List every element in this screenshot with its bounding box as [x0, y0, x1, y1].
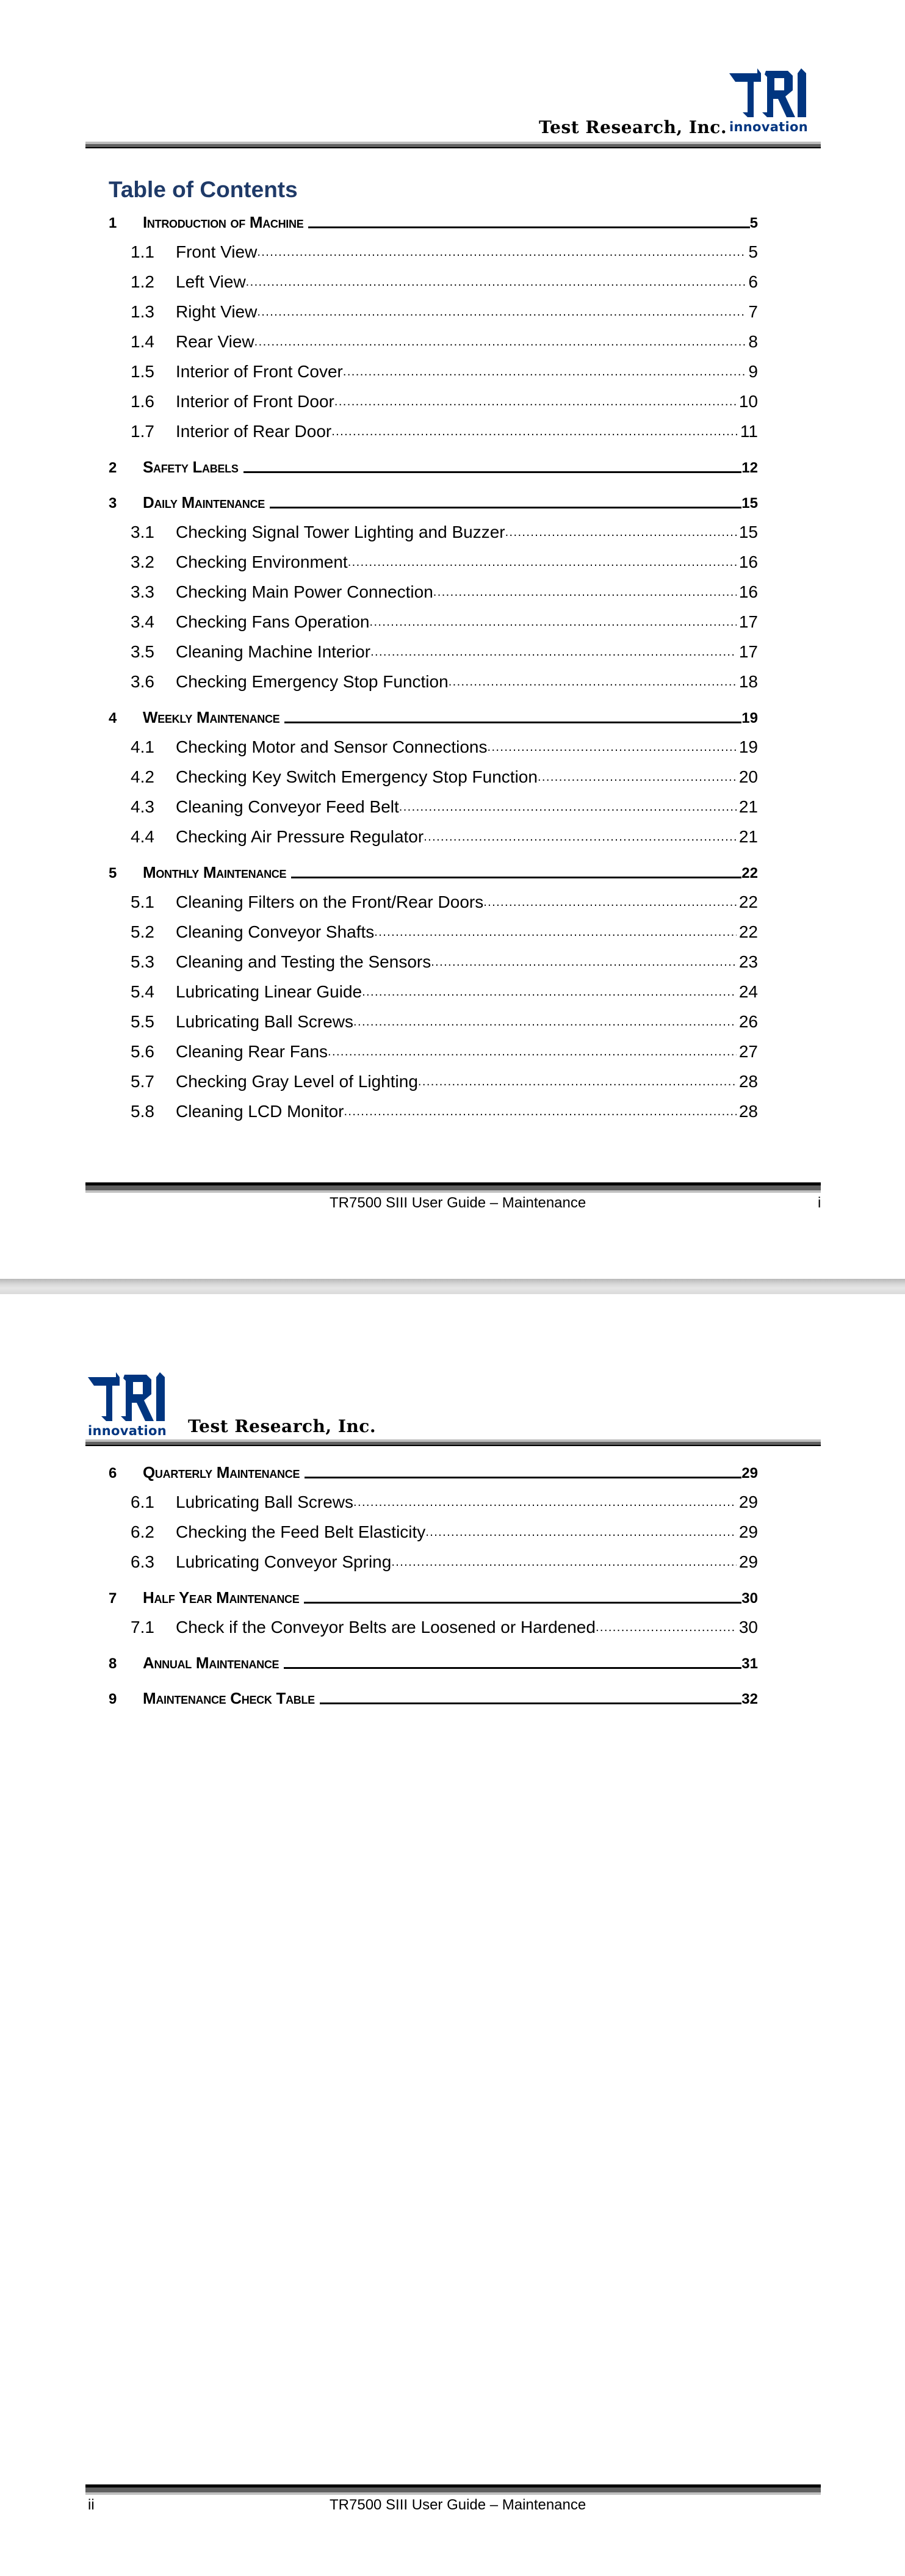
leader-line: [320, 1702, 741, 1704]
toc-chapter-entry[interactable]: [109, 704, 758, 727]
section-title: Check if the Conveyor Belts are Loosened or Hardened: [176, 1618, 596, 1637]
dot-leader: [433, 586, 737, 598]
toc-list: [109, 209, 758, 1121]
section-page: 17: [738, 642, 758, 661]
chapter-title: Half Year Maintenance: [143, 1588, 300, 1607]
section-title: Cleaning Filters on the Front/Rear Doors: [176, 892, 484, 911]
leader-line: [291, 877, 741, 878]
section-page: 7: [748, 302, 758, 321]
section-number: 4.1: [131, 737, 154, 756]
chapter-title: Monthly Maintenance: [143, 863, 287, 881]
dot-leader: [596, 1621, 737, 1634]
section-title: Lubricating Conveyor Spring: [176, 1552, 392, 1571]
section-title: Checking Motor and Sensor Connections: [176, 737, 488, 756]
section-number: 1.7: [131, 422, 154, 441]
section-number: 4.2: [131, 767, 154, 786]
toc-section-entry[interactable]: [109, 262, 758, 292]
section-page: 10: [738, 392, 758, 411]
chapter-number: 6: [109, 1465, 117, 1482]
section-page: 8: [748, 332, 758, 351]
section-title: Checking Environment: [176, 552, 348, 571]
document-page-1: [0, 0, 905, 1279]
section-number: 6.3: [131, 1552, 154, 1571]
section-title: Cleaning and Testing the Sensors: [176, 952, 431, 971]
dot-leader: [391, 1556, 737, 1568]
toc-chapter-entry[interactable]: [109, 209, 758, 232]
dot-leader: [505, 526, 737, 538]
section-title: Right View: [176, 302, 258, 321]
section-title: Interior of Rear Door: [176, 422, 332, 441]
toc-section-entry[interactable]: [109, 1607, 758, 1637]
section-page: 15: [738, 523, 758, 541]
dot-leader: [348, 556, 737, 568]
section-title: Interior of Front Cover: [176, 362, 343, 381]
toc-section-entry[interactable]: [109, 411, 758, 441]
section-page: 24: [738, 982, 758, 1001]
dot-leader: [344, 1105, 736, 1118]
toc-section-entry[interactable]: [109, 1512, 758, 1542]
section-number: 1.6: [131, 392, 154, 411]
toc-section-entry[interactable]: [109, 787, 758, 817]
section-page: 11: [740, 422, 758, 441]
tri-logo: [729, 68, 821, 134]
section-page: 26: [738, 1012, 758, 1031]
toc-section-entry[interactable]: [109, 632, 758, 662]
logo-tagline: innovation: [88, 1424, 167, 1438]
dot-leader: [488, 741, 737, 753]
footer-rule: [85, 2484, 821, 2495]
toc-chapter-entry[interactable]: [109, 1459, 758, 1482]
tri-logo-mark-icon: [88, 1372, 179, 1424]
section-title: Cleaning Conveyor Feed Belt: [176, 797, 399, 816]
toc-title: Table of Contents: [109, 177, 298, 202]
section-number: 7.1: [131, 1618, 154, 1637]
section-title: Lubricating Ball Screws: [176, 1492, 354, 1511]
dot-leader: [370, 616, 737, 628]
section-page: 17: [738, 612, 758, 631]
section-page: 30: [738, 1618, 758, 1637]
chapter-page: 12: [741, 460, 758, 476]
company-name: Test Research, Inc.: [188, 1416, 377, 1436]
section-title: Checking Air Pressure Regulator: [176, 827, 424, 846]
section-number: 5.1: [131, 892, 154, 911]
chapter-page: 19: [741, 710, 758, 726]
section-number: 1.2: [131, 272, 154, 291]
chapter-page: 29: [741, 1465, 758, 1482]
toc-section-entry[interactable]: [109, 727, 758, 757]
chapter-title: Introduction of Machine: [143, 213, 304, 231]
section-page: 22: [738, 892, 758, 911]
toc-section-entry[interactable]: [109, 1062, 758, 1091]
toc-list: [109, 1459, 758, 1708]
section-number: 3.3: [131, 582, 154, 601]
dot-leader: [353, 1016, 737, 1028]
section-page: 16: [738, 552, 758, 571]
chapter-title: Weekly Maintenance: [143, 708, 280, 726]
page-number: i: [818, 1195, 821, 1211]
dot-leader: [370, 646, 737, 658]
section-title: Checking Key Switch Emergency Stop Function: [176, 767, 538, 786]
section-number: 5.3: [131, 952, 154, 971]
section-number: 5.7: [131, 1072, 154, 1091]
chapter-number: 3: [109, 495, 117, 512]
section-page: 23: [738, 952, 758, 971]
chapter-number: 7: [109, 1590, 117, 1607]
toc-section-entry[interactable]: [109, 1091, 758, 1121]
section-page: 16: [738, 582, 758, 601]
toc-section-entry[interactable]: [109, 542, 758, 572]
section-number: 4.4: [131, 827, 154, 846]
dot-leader: [418, 1076, 737, 1088]
footer-rule: [85, 1182, 821, 1193]
chapter-page: 31: [741, 1655, 758, 1672]
section-title: Cleaning Rear Fans: [176, 1042, 328, 1061]
chapter-page: 22: [741, 865, 758, 881]
section-title: Rear View: [176, 332, 254, 351]
section-title: Checking Emergency Stop Function: [176, 672, 449, 691]
chapter-number: 9: [109, 1691, 117, 1707]
toc-section-entry[interactable]: [109, 352, 758, 382]
toc-section-entry[interactable]: [109, 1482, 758, 1512]
toc-section-entry[interactable]: [109, 1542, 758, 1572]
section-page: 9: [748, 362, 758, 381]
dot-leader: [374, 926, 737, 938]
section-number: 1.5: [131, 362, 154, 381]
section-page: 19: [738, 737, 758, 756]
dot-leader: [362, 986, 737, 998]
chapter-number: 4: [109, 710, 117, 726]
toc-section-entry[interactable]: [109, 512, 758, 542]
leader-line: [284, 1667, 741, 1669]
section-number: 6.1: [131, 1492, 154, 1511]
dot-leader: [483, 896, 737, 908]
section-title: Interior of Front Door: [176, 392, 334, 411]
toc-section-entry[interactable]: [109, 602, 758, 632]
dot-leader: [334, 396, 737, 408]
chapter-page: 5: [749, 215, 758, 231]
leader-line: [308, 226, 749, 228]
dot-leader: [431, 956, 737, 968]
dot-leader: [425, 1526, 737, 1538]
section-number: 5.4: [131, 982, 154, 1001]
toc-section-entry[interactable]: [109, 1002, 758, 1032]
section-title: Checking the Feed Belt Elasticity: [176, 1522, 426, 1541]
section-page: 21: [738, 797, 758, 816]
chapter-number: 5: [109, 865, 117, 881]
dot-leader: [538, 771, 737, 783]
chapter-title: Daily Maintenance: [143, 493, 265, 512]
section-page: 28: [738, 1102, 758, 1121]
leader-line: [284, 722, 741, 723]
section-title: Front View: [176, 242, 258, 261]
chapter-title: Maintenance Check Table: [143, 1689, 315, 1707]
footer-title: TR7500 SIII User Guide – Maintenance: [330, 2497, 586, 2513]
header-rule: [85, 1439, 821, 1446]
dot-leader: [257, 246, 746, 258]
document-page-2: [0, 1294, 905, 2576]
chapter-title: Quarterly Maintenance: [143, 1463, 300, 1482]
leader-line: [243, 471, 742, 473]
dot-leader: [331, 425, 738, 438]
header-rule: [85, 142, 821, 148]
section-page: 29: [738, 1522, 758, 1541]
section-page: 6: [748, 272, 758, 291]
page-number: ii: [88, 2497, 95, 2513]
section-title: Checking Main Power Connection: [176, 582, 433, 601]
chapter-number: 8: [109, 1655, 117, 1672]
section-number: 5.6: [131, 1042, 154, 1061]
chapter-title: Annual Maintenance: [143, 1654, 279, 1672]
logo-tagline: innovation: [729, 120, 808, 134]
tri-logo-mark-icon: [729, 68, 821, 120]
section-page: 22: [738, 922, 758, 941]
chapter-page: 32: [741, 1691, 758, 1707]
section-page: 29: [738, 1552, 758, 1571]
chapter-number: 1: [109, 215, 117, 231]
dot-leader: [399, 801, 737, 813]
toc-section-entry[interactable]: [109, 972, 758, 1002]
section-title: Checking Gray Level of Lighting: [176, 1072, 418, 1091]
toc-section-entry[interactable]: [109, 322, 758, 352]
section-title: Lubricating Ball Screws: [176, 1012, 354, 1031]
toc-section-entry[interactable]: [109, 292, 758, 322]
section-page: 18: [738, 672, 758, 691]
toc-section-entry[interactable]: [109, 382, 758, 411]
section-page: 27: [738, 1042, 758, 1061]
section-title: Cleaning LCD Monitor: [176, 1102, 344, 1121]
dot-leader: [257, 306, 746, 318]
section-number: 1.4: [131, 332, 154, 351]
section-number: 3.5: [131, 642, 154, 661]
dot-leader: [343, 366, 746, 378]
toc-section-entry[interactable]: [109, 882, 758, 912]
page-separator: [0, 1279, 905, 1294]
dot-leader: [424, 831, 737, 843]
toc-section-entry[interactable]: [109, 1032, 758, 1062]
section-number: 5.5: [131, 1012, 154, 1031]
section-number: 3.1: [131, 523, 154, 541]
section-page: 5: [748, 242, 758, 261]
toc-chapter-entry[interactable]: [109, 1685, 758, 1708]
section-title: Checking Fans Operation: [176, 612, 370, 631]
chapter-page: 15: [741, 495, 758, 512]
dot-leader: [246, 276, 746, 288]
chapter-number: 2: [109, 460, 117, 476]
company-name: Test Research, Inc.: [539, 117, 727, 137]
leader-line: [305, 1477, 741, 1478]
tri-logo: [88, 1372, 179, 1438]
section-number: 3.4: [131, 612, 154, 631]
section-title: Lubricating Linear Guide: [176, 982, 362, 1001]
section-title: Cleaning Conveyor Shafts: [176, 922, 375, 941]
section-number: 1.1: [131, 242, 154, 261]
section-number: 4.3: [131, 797, 154, 816]
section-page: 20: [738, 767, 758, 786]
toc-section-entry[interactable]: [109, 817, 758, 847]
chapter-page: 30: [741, 1590, 758, 1607]
section-number: 3.2: [131, 552, 154, 571]
toc-section-entry[interactable]: [109, 572, 758, 602]
dot-leader: [449, 676, 737, 688]
leader-line: [270, 507, 741, 508]
section-page: 21: [738, 827, 758, 846]
toc-chapter-entry[interactable]: [109, 489, 758, 512]
section-title: Checking Signal Tower Lighting and Buzzer: [176, 523, 505, 541]
leader-line: [304, 1602, 741, 1604]
dot-leader: [254, 336, 746, 348]
toc-chapter-entry[interactable]: [109, 1649, 758, 1673]
toc-section-entry[interactable]: [109, 942, 758, 972]
footer-title: TR7500 SIII User Guide – Maintenance: [330, 1195, 586, 1211]
section-page: 29: [738, 1492, 758, 1511]
dot-leader: [328, 1046, 737, 1058]
toc-section-entry[interactable]: [109, 757, 758, 787]
dot-leader: [353, 1496, 737, 1508]
section-page: 28: [738, 1072, 758, 1091]
toc-chapter-entry[interactable]: [109, 1584, 758, 1607]
section-title: Cleaning Machine Interior: [176, 642, 371, 661]
section-number: 5.2: [131, 922, 154, 941]
toc-chapter-entry[interactable]: [109, 859, 758, 882]
section-title: Left View: [176, 272, 246, 291]
toc-section-entry[interactable]: [109, 232, 758, 262]
section-number: 5.8: [131, 1102, 154, 1121]
chapter-title: Safety Labels: [143, 458, 239, 476]
toc-chapter-entry[interactable]: [109, 454, 758, 477]
section-number: 3.6: [131, 672, 154, 691]
section-number: 1.3: [131, 302, 154, 321]
section-number: 6.2: [131, 1522, 154, 1541]
toc-section-entry[interactable]: [109, 662, 758, 692]
toc-section-entry[interactable]: [109, 912, 758, 942]
